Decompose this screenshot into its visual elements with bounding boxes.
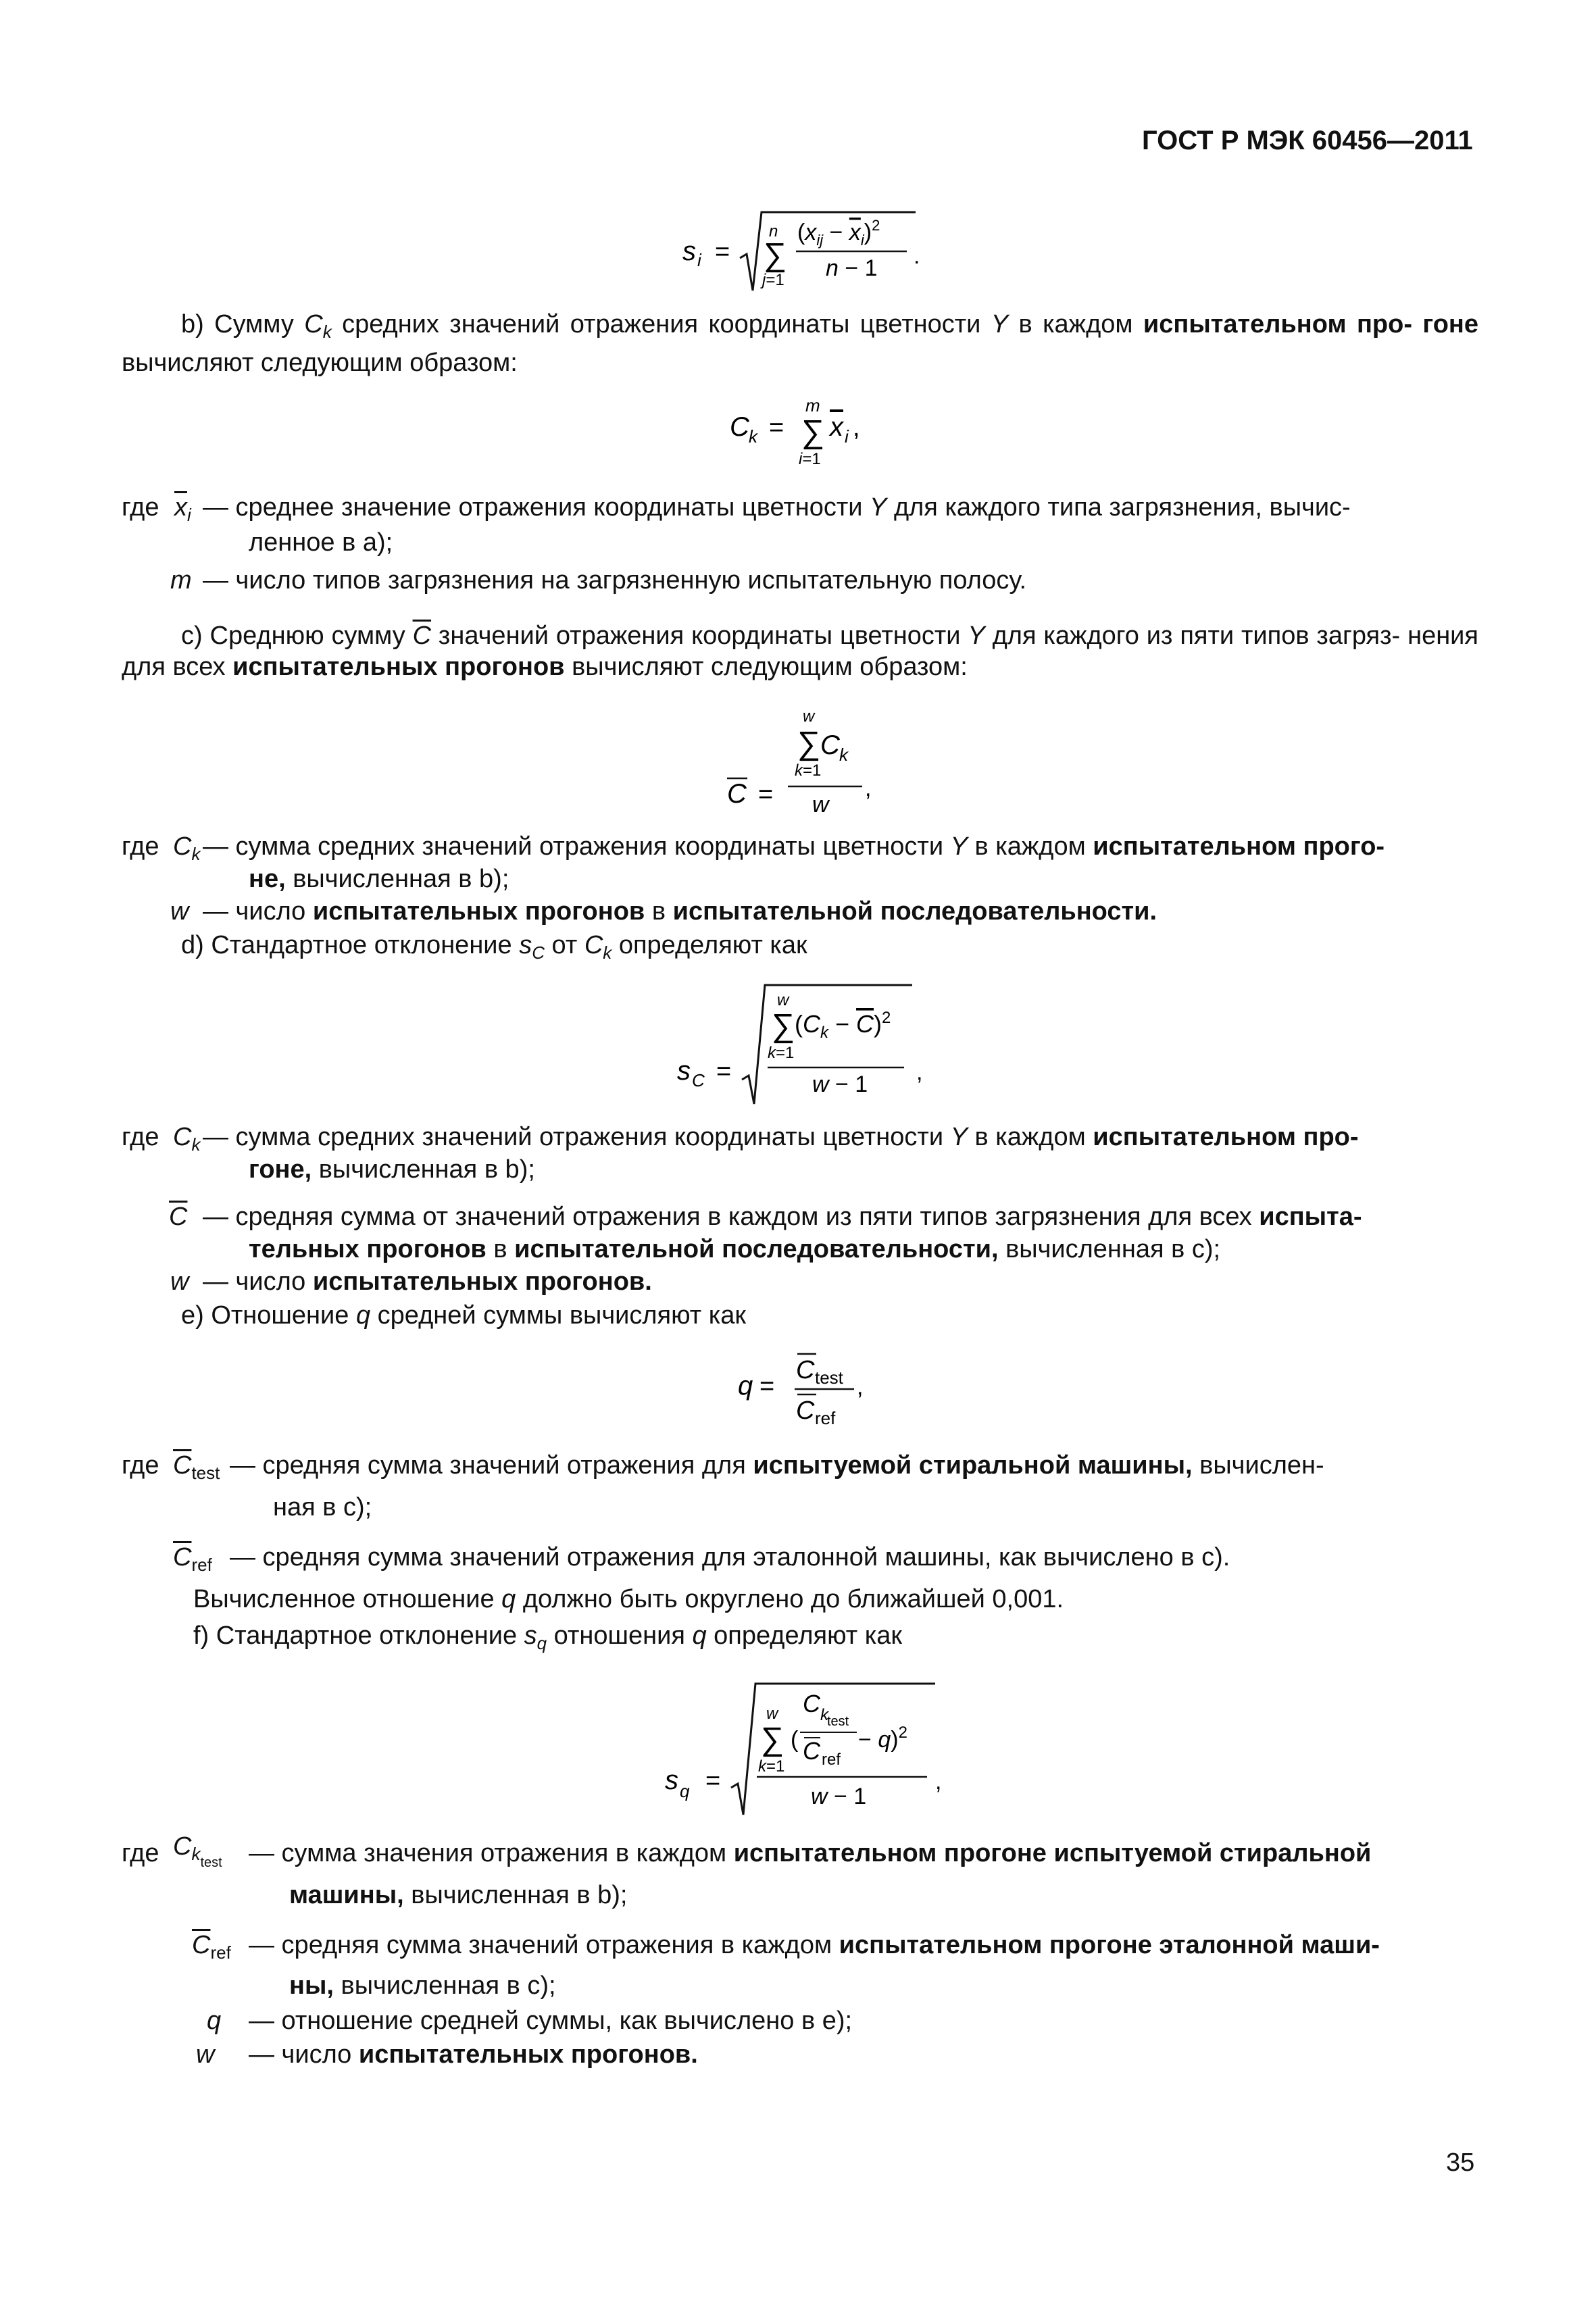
rounding-note: Вычисленное отношение q должно быть округлено до ближайшей 0,001. bbox=[193, 1585, 1064, 1613]
definition-cref-2: — средняя сумма значений отражения в каждом испытательном прогоне эталонной маши- bbox=[249, 1931, 1380, 1959]
svg-text:(: ( bbox=[791, 1727, 799, 1753]
svg-text:∑: ∑ bbox=[772, 1008, 795, 1044]
svg-text:C: C bbox=[727, 779, 747, 809]
paragraph-e: е) Отношение q средней суммы вычисляют как bbox=[181, 1301, 746, 1330]
paragraph-b: b) Сумму $C_k$ средних значений отражения координаты цветности Y в каждом испытательном про- гоне вычисляют следующим образом: bbox=[122, 310, 1478, 377]
definition-symbol-cref: $\overline{C}_{ref}$ bbox=[173, 1543, 212, 1575]
definition-symbol-q: q bbox=[207, 2007, 222, 2035]
definition-cktest-cont: машины, вычисленная в b); bbox=[289, 1881, 628, 1909]
svg-text:(xij − xi)2: $(x_{ij} - x_i)^2$ bbox=[797, 217, 880, 249]
svg-text:n: n bbox=[769, 222, 778, 241]
definition-symbol-ctest: $\overline{C}_{test}$ bbox=[173, 1451, 220, 1483]
definition-where-label-3: где bbox=[122, 1123, 159, 1151]
definition-cbar: — средняя сумма от значений отражения в каждом из пяти типов загрязнения для всех испыта- bbox=[203, 1203, 1362, 1231]
svg-text:,: , bbox=[935, 1769, 942, 1794]
svg-text:k=1: k=1 bbox=[795, 761, 822, 780]
svg-text:∑: ∑ bbox=[761, 1721, 784, 1757]
svg-text:ref: ref bbox=[815, 1408, 836, 1428]
svg-text:w − 1: w − 1 bbox=[811, 1784, 867, 1809]
formula-sq bbox=[655, 1676, 953, 1824]
definition-ctest: — средняя сумма значений отражения для испытуемой стиральной машины, вычислен- bbox=[230, 1451, 1324, 1480]
definition-symbol-xi: $\overline{x}_i$ bbox=[174, 493, 191, 525]
svg-text:m: m bbox=[805, 395, 820, 416]
svg-text:k: k bbox=[820, 1706, 828, 1724]
document-id: ГОСТ Р МЭК 60456—2011 bbox=[1142, 126, 1473, 155]
svg-text:C: C bbox=[692, 1070, 705, 1090]
svg-text:=: = bbox=[716, 1057, 732, 1086]
definition-ck-2-cont: гоне, вычисленная в b); bbox=[249, 1155, 535, 1184]
definition-cref: — средняя сумма значений отражения для эталонной машины, как вычислено в с). bbox=[230, 1543, 1230, 1571]
svg-text:=: = bbox=[759, 1372, 775, 1401]
svg-text:k=1: k=1 bbox=[768, 1044, 795, 1062]
svg-text:C: C bbox=[820, 730, 840, 760]
svg-text:,: , bbox=[857, 1374, 864, 1400]
svg-text:k: k bbox=[839, 745, 848, 765]
svg-text:w: w bbox=[766, 1705, 778, 1723]
svg-text:w: w bbox=[777, 991, 789, 1009]
svg-text:,: , bbox=[853, 413, 860, 442]
svg-text:=: = bbox=[769, 413, 784, 442]
definition-cbar-cont: тельных прогонов в испытательной последовательности, вычисленная в с); bbox=[249, 1235, 1221, 1263]
formula-sc bbox=[669, 978, 939, 1107]
svg-text:− q)2: − q)$^2$ bbox=[858, 1724, 907, 1753]
svg-text:i: i bbox=[697, 250, 701, 270]
definition-xi-cont: ленное в а); bbox=[249, 528, 393, 557]
svg-text:,: , bbox=[865, 776, 872, 801]
definition-symbol-w-2: w bbox=[170, 1267, 189, 1296]
definition-symbol-ck-2: $C_k$ bbox=[173, 1123, 201, 1155]
definition-ck: — сумма средних значений отражения координаты цветности Y в каждом испытательном прого- bbox=[203, 832, 1385, 861]
svg-text:C: C bbox=[796, 1397, 815, 1425]
definition-symbol-cref-2: $\overline{C}_{ref}$ bbox=[192, 1931, 231, 1963]
svg-text:,: , bbox=[916, 1059, 923, 1085]
definition-cref-2-cont: ны, вычисленная в с); bbox=[289, 1971, 556, 2000]
svg-text:C: C bbox=[796, 1356, 815, 1384]
svg-text:=: = bbox=[705, 1767, 721, 1795]
svg-text:i=1: i=1 bbox=[799, 450, 821, 468]
definition-symbol-w: w bbox=[170, 897, 189, 926]
svg-text:∑: ∑ bbox=[801, 414, 825, 450]
svg-text:w: w bbox=[812, 792, 829, 818]
paragraph-f: f) Стандартное отклонение $s_q$ отношения q определяют как bbox=[193, 1621, 902, 1653]
formula-cbar bbox=[723, 703, 885, 824]
svg-text:w: w bbox=[803, 707, 815, 726]
definition-symbol-cbar: $\overline{C}$ bbox=[169, 1203, 188, 1231]
svg-text:∑: ∑ bbox=[764, 237, 787, 273]
svg-text:s: s bbox=[682, 236, 696, 266]
svg-text:k=1: k=1 bbox=[758, 1757, 785, 1776]
formula-si bbox=[669, 196, 926, 297]
svg-text:test: test bbox=[815, 1367, 843, 1388]
svg-text:=: = bbox=[758, 780, 774, 809]
svg-text:i: i bbox=[845, 426, 849, 447]
svg-text:(Ck − C)2: $(C_k - C)^2$ bbox=[795, 1009, 891, 1042]
paragraph-c: с) Среднюю сумму $\overline{C}$ значений отражения координаты цветности Y для каждого из пяти типов загряз- нения для всех испытательных прогонов вычисляют следующим образом: bbox=[122, 622, 1478, 681]
svg-text:C: C bbox=[803, 1690, 820, 1717]
svg-text:n − 1: n − 1 bbox=[826, 255, 878, 281]
svg-text:ref: ref bbox=[822, 1751, 841, 1769]
definition-symbol-m: m bbox=[170, 566, 192, 595]
svg-text:C: C bbox=[803, 1737, 820, 1765]
svg-text:test: test bbox=[827, 1714, 849, 1729]
paragraph-d: d) Стандартное отклонение $s_C$ от $C_k$ определяют как bbox=[181, 931, 807, 963]
svg-text:=: = bbox=[715, 238, 730, 266]
svg-text:.: . bbox=[914, 243, 920, 269]
svg-text:j=1: j=1 bbox=[762, 271, 784, 289]
svg-text:x: x bbox=[830, 412, 843, 442]
definition-symbol-cktest: $C_{ktest}$ bbox=[173, 1832, 222, 1870]
definition-cktest: — сумма значения отражения в каждом испытательном прогоне испытуемой стиральной bbox=[249, 1839, 1372, 1867]
svg-text:∑: ∑ bbox=[797, 726, 821, 761]
svg-text:q: q bbox=[738, 1371, 753, 1401]
definition-xi: — среднее значение отражения координаты цветности Y для каждого типа загрязнения, вычис- bbox=[203, 493, 1351, 522]
definition-m: — число типов загрязнения на загрязненную испытательную полосу. bbox=[203, 566, 1027, 595]
definition-symbol-ck: $C_k$ bbox=[173, 832, 201, 864]
definition-symbol-w-3: w bbox=[196, 2040, 215, 2069]
definition-w: — число испытательных прогонов в испытательной последовательности. bbox=[203, 897, 1157, 926]
page-number: 35 bbox=[1446, 2148, 1475, 2177]
definition-where-label-2: где bbox=[122, 832, 159, 861]
definition-where-label-4: где bbox=[122, 1451, 159, 1480]
definition-where-label-5: где bbox=[122, 1839, 159, 1867]
definition-where-label: где bbox=[122, 493, 159, 522]
svg-text:k: k bbox=[749, 426, 757, 447]
definition-ck-cont: не, вычисленная в b); bbox=[249, 865, 509, 893]
formula-ck bbox=[723, 388, 899, 476]
definition-ck-2: — сумма средних значений отражения координаты цветности Y в каждом испытательном про- bbox=[203, 1123, 1359, 1151]
definition-q: — отношение средней суммы, как вычислено в е); bbox=[249, 2007, 853, 2035]
definition-ctest-cont: ная в с); bbox=[273, 1493, 372, 1521]
definition-w-2: — число испытательных прогонов. bbox=[203, 1267, 652, 1296]
svg-text:w − 1: w − 1 bbox=[812, 1072, 868, 1097]
svg-text:s: s bbox=[665, 1765, 678, 1795]
svg-text:s: s bbox=[677, 1056, 691, 1086]
svg-text:q: q bbox=[680, 1781, 690, 1801]
definition-w-3: — число испытательных прогонов. bbox=[249, 2040, 698, 2069]
svg-text:C: C bbox=[730, 412, 749, 442]
formula-q bbox=[730, 1344, 905, 1432]
